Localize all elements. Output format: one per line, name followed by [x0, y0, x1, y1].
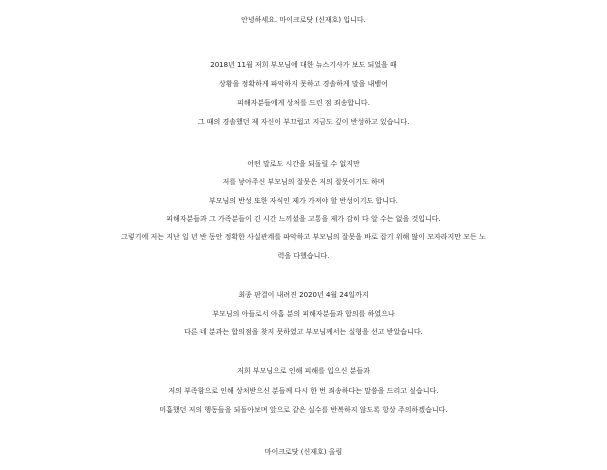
paragraph2-line: 그렇기에 저는 지난 일 년 반 동안 정확한 사실관계를 파악하고 부모님의 잘못을 바로 잡기 위해 많이 모자라지만 모든 노 — [121, 233, 486, 241]
paragraph3-line: 최종 판결이 내려진 2020년 4월 24일까지 — [238, 291, 369, 299]
paragraph2-line: 력을 다했습니다. — [277, 252, 330, 260]
paragraph4-line: 저의 부족함으로 인해 상처받으신 분들께 다시 한 번 죄송하다는 말씀을 드리고 싶습니다. — [168, 387, 439, 395]
paragraph4-line: 저희 부모님으로 인해 피해를 입으신 분들과 — [237, 367, 370, 375]
paragraph2-line: 어떤 말로도 시간을 되돌릴 수 없지만 — [247, 160, 360, 168]
paragraph2-line: 부모님의 반성 또한 자식인 제가 가져야 할 반성이기도 합니다. — [208, 197, 399, 205]
paragraph1-line: 2018년 11월 저희 부모님에 대한 뉴스기사가 보도 되었을 때 — [210, 61, 397, 69]
paragraph2-line: 저를 낳아주신 부모님의 잘못은 저의 잘못이기도 하며 — [222, 178, 385, 186]
paragraph4-line: 미흡했던 저의 행동들을 되돌아보며 앞으로 같은 실수를 반복하지 않도록 항상 주의하겠습니다. — [159, 406, 448, 414]
signature-line: 마이크로닷 (신재호) 올림 — [264, 448, 343, 456]
paragraph1-line: 상황을 정확하게 파악하지 못하고 경솔하게 말을 내뱉어 — [219, 80, 388, 88]
paragraph3-line: 부모님의 아들로서 아홉 분의 피해자분들과 합의를 하였으나 — [212, 310, 395, 318]
paragraph3-line: 다른 네 분과는 합의점을 찾지 못하였고 부모님께서는 실형을 선고 받았습니다. — [184, 328, 423, 336]
paragraph1-line: 그 때의 경솔했던 제 자신이 부끄럽고 지금도 깊이 반성하고 있습니다. — [197, 118, 410, 126]
greeting-line: 안녕하세요. 마이크로닷 (신재호) 입니다. — [241, 16, 366, 24]
paragraph1-line: 피해자분들에게 상처를 드린 점 죄송합니다. — [237, 99, 370, 107]
paragraph2-line: 피해자분들과 그 가족분들이 긴 시간 느끼셨을 고통을 제가 감히 다 알 수는 없을 것입니다. — [166, 215, 441, 223]
